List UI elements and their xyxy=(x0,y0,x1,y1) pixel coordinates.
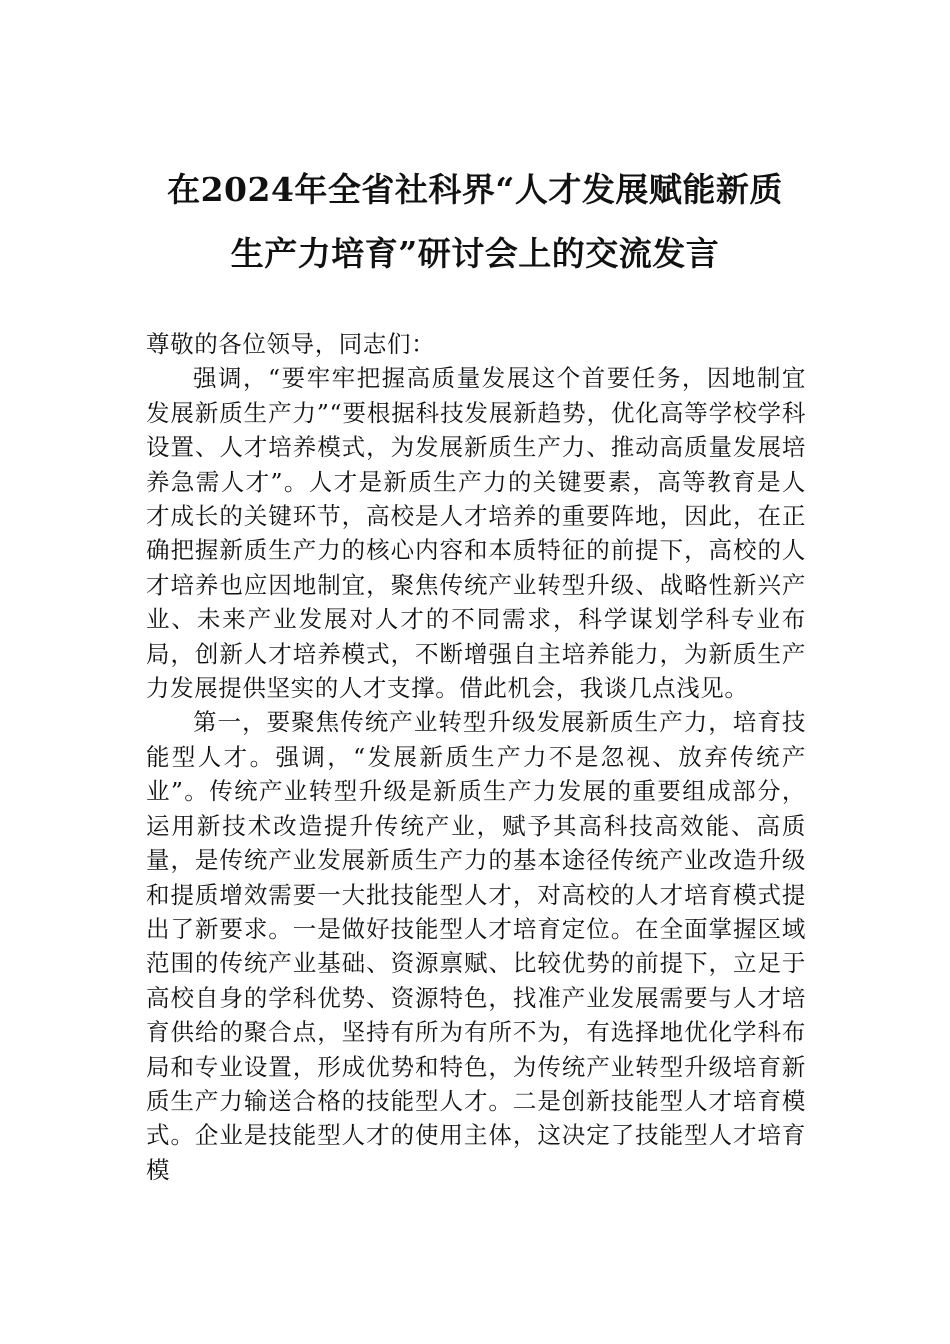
document-body xyxy=(146,327,806,1187)
salutation: 尊敬的各位领导，同志们： xyxy=(146,330,436,358)
paragraph-intro: 强调，“要牢牢把握高质量发展这个首要任务，因地制宜发展新质生产力”“要根据科技发展新趋势，优化高等学校学科设置、人才培养模式，为发展新质生产力、推动高质量发展培养急需人才”。人才是新质生产力的关键要素，高等教育是人才成长的关键环节，高校是人才培养的重要阵地，因此，在正确把握新质生产力的核心内容和本质特征的前提下，高校的人才培养也应因地制宜，聚焦传统产业转型升级、战略性新兴产业、未来产业发展对人才的不同需求，科学谋划学科专业布局，创新人才培养模式，不断增强自主培养能力，为新质生产力发展提供坚实的人才支撑。借此机会，我谈几点浅见。 xyxy=(146,364,806,703)
title-line-2: 生产力培育”研讨会上的交流发言 xyxy=(230,234,720,273)
paragraph-first-point: 第一，要聚焦传统产业转型升级发展新质生产力，培育技能型人才。强调，“发展新质生产力不是忽视、放弃传统产业”。传统产业转型升级是新质生产力发展的重要组成部分，运用新技术改造提升传统产业，赋予其高科技高效能、高质量，是传统产业发展新质生产力的基本途径传统产业改造升级和提质增效需要一大批技能型人才，对高校的人才培育模式提出了新要求。一是做好技能型人才培育定位。在全面掌握区域范围的传统产业基础、资源禀赋、比较优势的前提下，立足于高校自身的学科优势、资源特色，找准产业发展需要与人才培育供给的聚合点，坚持有所为有所不为，有选择地优化学科布局和专业设置，形成优势和特色，为传统产业转型升级培育新质生产力输送合格的技能型人才。二是创新技能型人才培育模式。企业是技能型人才的使用主体，这决定了技能型人才培育模 xyxy=(146,708,806,1184)
document-title xyxy=(120,158,830,286)
title-line-1: 在2024年全省社科界“人才发展赋能新质 xyxy=(167,170,783,209)
